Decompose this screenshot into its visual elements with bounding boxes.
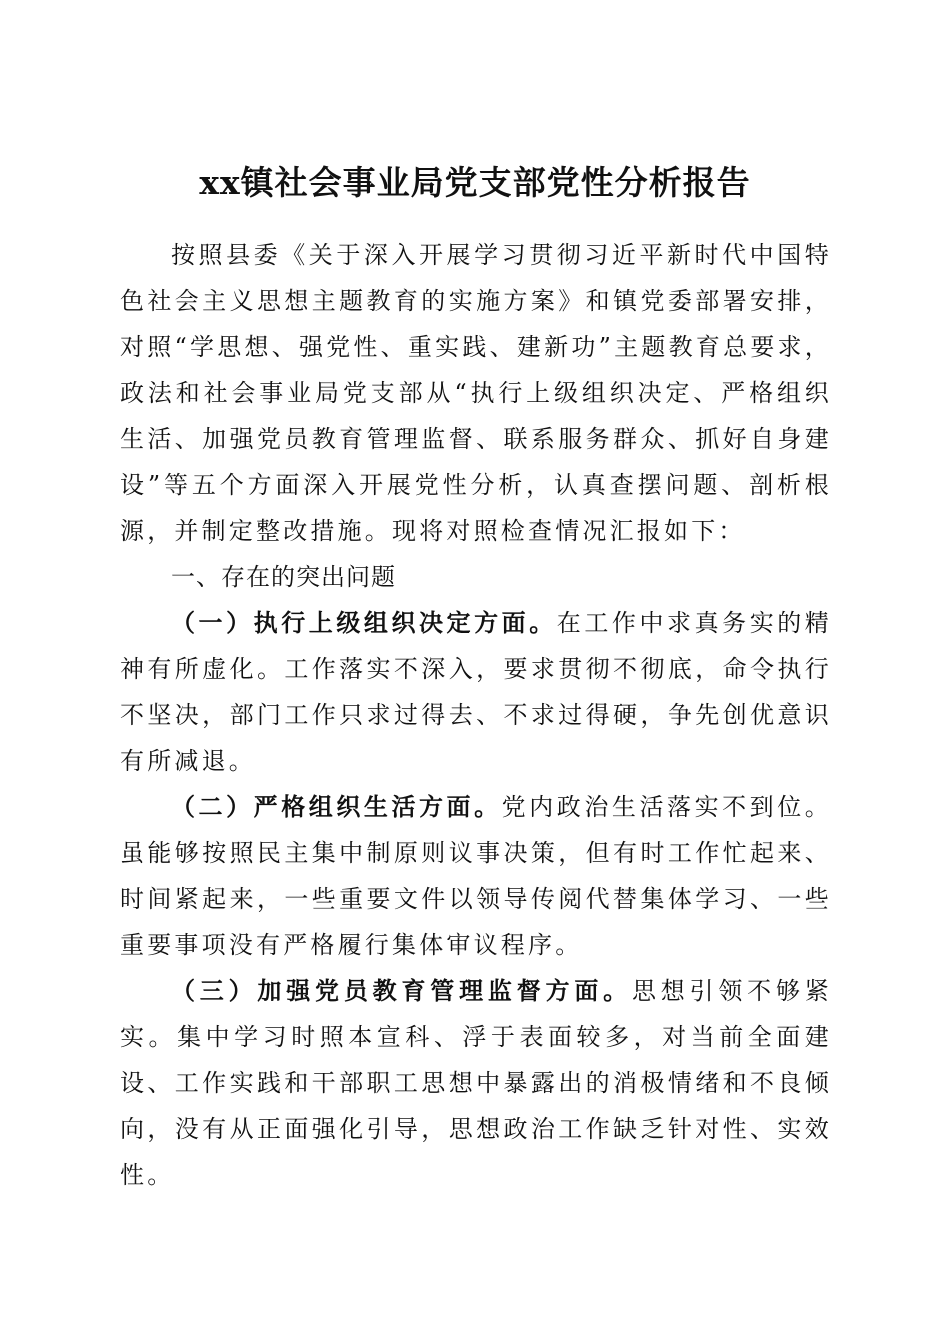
document-body xyxy=(120,232,832,1198)
problem-item-3 xyxy=(120,968,832,1198)
problem-item-3-lead: （三）加强党员教育管理监督方面。 xyxy=(171,976,632,1005)
intro-paragraph: 按照县委《关于深入开展学习贯彻习近平新时代中国特色社会主义思想主题教育的实施方案》和镇党委部署安排，对照“学思想、强党性、重实践、建新功”主题教育总要求，政法和社会事业局党支部从“执行上级组织决定、严格组织生活、加强党员教育管理监督、联系服务群众、抓好自身建设”等五个方面深入开展党性分析，认真查摆问题、剖析根源，并制定整改措施。现将对照检查情况汇报如下： xyxy=(120,241,832,545)
problem-item-1 xyxy=(120,600,832,784)
problem-item-2-lead: （二）严格组织生活方面。 xyxy=(171,792,502,821)
section-heading-problems: 一、存在的突出问题 xyxy=(171,563,396,591)
problem-item-1-text: 在工作中求真务实的精神有所虚化。工作落实不深入，要求贯彻不彻底，命令执行不坚决，部门工作只求过得去、不求过得硬，争先创优意识有所减退。 xyxy=(120,609,832,775)
problem-item-2 xyxy=(120,784,832,968)
problem-item-2-text: 党内政治生活落实不到位。虽能够按照民主集中制原则议事决策，但有时工作忙起来、时间紧起来，一些重要文件以领导传阅代替集体学习、一些重要事项没有严格履行集体审议程序。 xyxy=(120,793,832,959)
problem-item-1-lead: （一）执行上级组织决定方面。 xyxy=(171,608,557,637)
problem-item-3-text: 思想引领不够紧实。集中学习时照本宣科、浮于表面较多，对当前全面建设、工作实践和干部职工思想中暴露出的消极情绪和不良倾向，没有从正面强化引导，思想政治工作缺乏针对性、实效性。 xyxy=(120,977,832,1189)
document-title: xx镇社会事业局党支部党性分析报告 xyxy=(199,163,751,203)
